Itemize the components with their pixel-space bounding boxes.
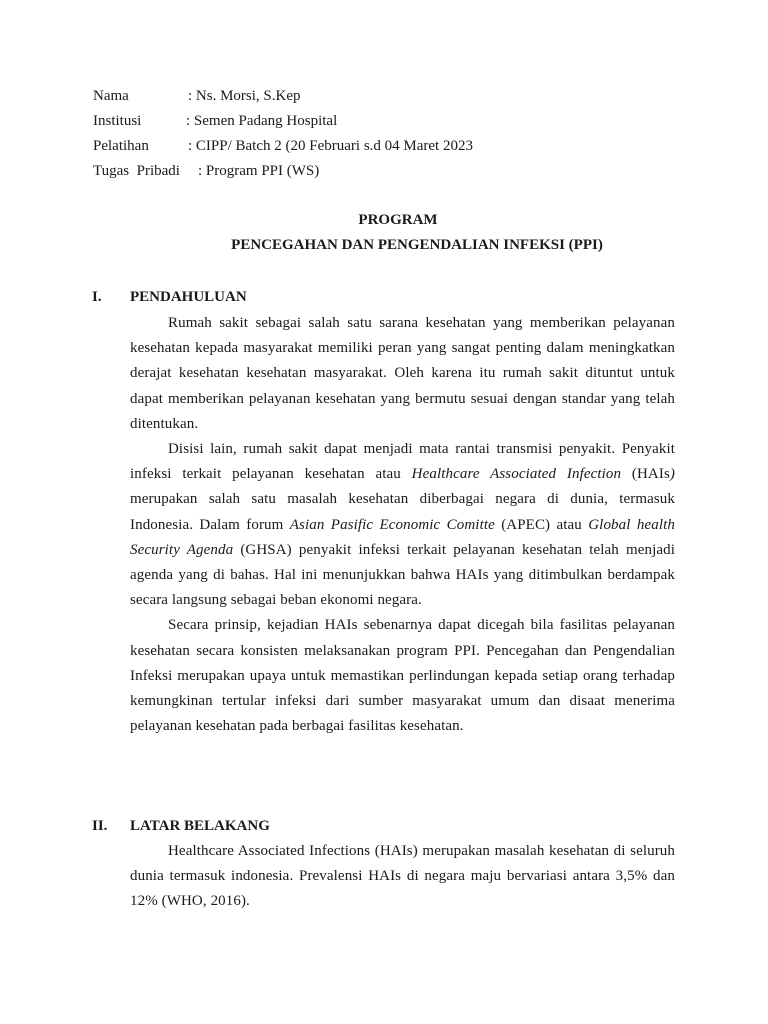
italic-term: Healthcare Associated Infection: [411, 466, 622, 483]
italic-term: Asian Pasific Economic Comitte: [289, 516, 495, 533]
meta-row-tugas: [93, 161, 473, 186]
text-run: Disisi lain, rumah sakit dapat menjadi mata rantai transmisi penyakit. Penyakit infeksi terkait pelayanan kesehatan atau: [130, 441, 675, 483]
section-number: I.: [92, 289, 102, 305]
meta-value: : Semen Padang Hospital: [186, 113, 338, 129]
italic-term: Global health Security Agenda: [130, 516, 675, 558]
document-title: PROGRAM: [358, 212, 438, 228]
paragraph: Rumah sakit sebagai salah satu sarana kesehatan yang memberikan pelayanan kesehatan kepada masyarakat memiliki peran yang sangat penting dalam meningkatkan derajat kesehatan kesehatan masyarakat. Oleh karena itu rumah sakit dituntut untuk dapat memberikan pelayanan kesehatan yang bermutu sesuai dengan standar yang telah ditentukan.: [130, 315, 675, 432]
meta-label: Nama: [93, 88, 129, 104]
meta-row-pelatihan: [93, 136, 473, 161]
section-body-latar-belakang: [130, 839, 675, 915]
paragraph: Healthcare Associated Infections (HAIs) merupakan masalah kesehatan di seluruh dunia termasuk indonesia. Prevalensi HAIs di negara maju bervariasi antara 3,5% dan 12% (WHO, 2016).: [130, 843, 675, 910]
text-run: (APEC) atau: [494, 516, 589, 533]
section-heading-pendahuluan: [92, 289, 247, 306]
meta-value: : Ns. Morsi, S.Kep: [188, 88, 301, 104]
meta-value: : Program PPI (WS): [198, 163, 320, 179]
identity-block: [93, 86, 473, 186]
meta-row-nama: [93, 86, 473, 111]
meta-value: : CIPP/ Batch 2 (20 Februari s.d 04 Maret 2023: [188, 138, 473, 154]
text-run: (HAIs: [621, 466, 670, 483]
paragraph: [130, 437, 675, 613]
meta-label: Tugas Pribadi: [93, 163, 180, 179]
section-heading-latar-belakang: [92, 818, 270, 835]
text-run: (GHSA) penyakit infeksi terkait pelayanan kesehatan telah menjadi agenda yang di bahas. Hal ini menunjukkan bahwa HAIs yang ditimbulkan berdampak secara langsung sebagai beban ekonomi negara.: [130, 541, 675, 609]
italic-term: ): [669, 466, 676, 483]
paragraph: Secara prinsip, kejadian HAIs sebenarnya dapat dicegah bila fasilitas pelayanan kesehatan secara konsisten melaksanakan program PPI. Pencegahan dan Pengendalian Infeksi merupakan upaya untuk memastikan perlindungan kepada setiap orang terhadap kemungkinan tertular infeksi dari sumber masyarakat umum dan disaat menerima pelayanan kesehatan pada berbagai fasilitas kesehatan.: [130, 617, 675, 735]
section-number: II.: [92, 818, 108, 834]
meta-label: Pelatihan: [93, 138, 149, 154]
meta-row-institusi: [93, 111, 473, 136]
text-run: merupakan salah satu masalah kesehatan diberbagai negara di dunia, termasuk Indonesia. Dalam forum: [130, 491, 675, 533]
section-title: LATAR BELAKANG: [130, 818, 270, 834]
document-subtitle: PENCEGAHAN DAN PENGENDALIAN INFEKSI (PPI): [231, 237, 603, 253]
section-title: PENDAHULUAN: [130, 289, 247, 305]
section-body-pendahuluan: [130, 311, 675, 739]
meta-label: Institusi: [93, 113, 142, 129]
